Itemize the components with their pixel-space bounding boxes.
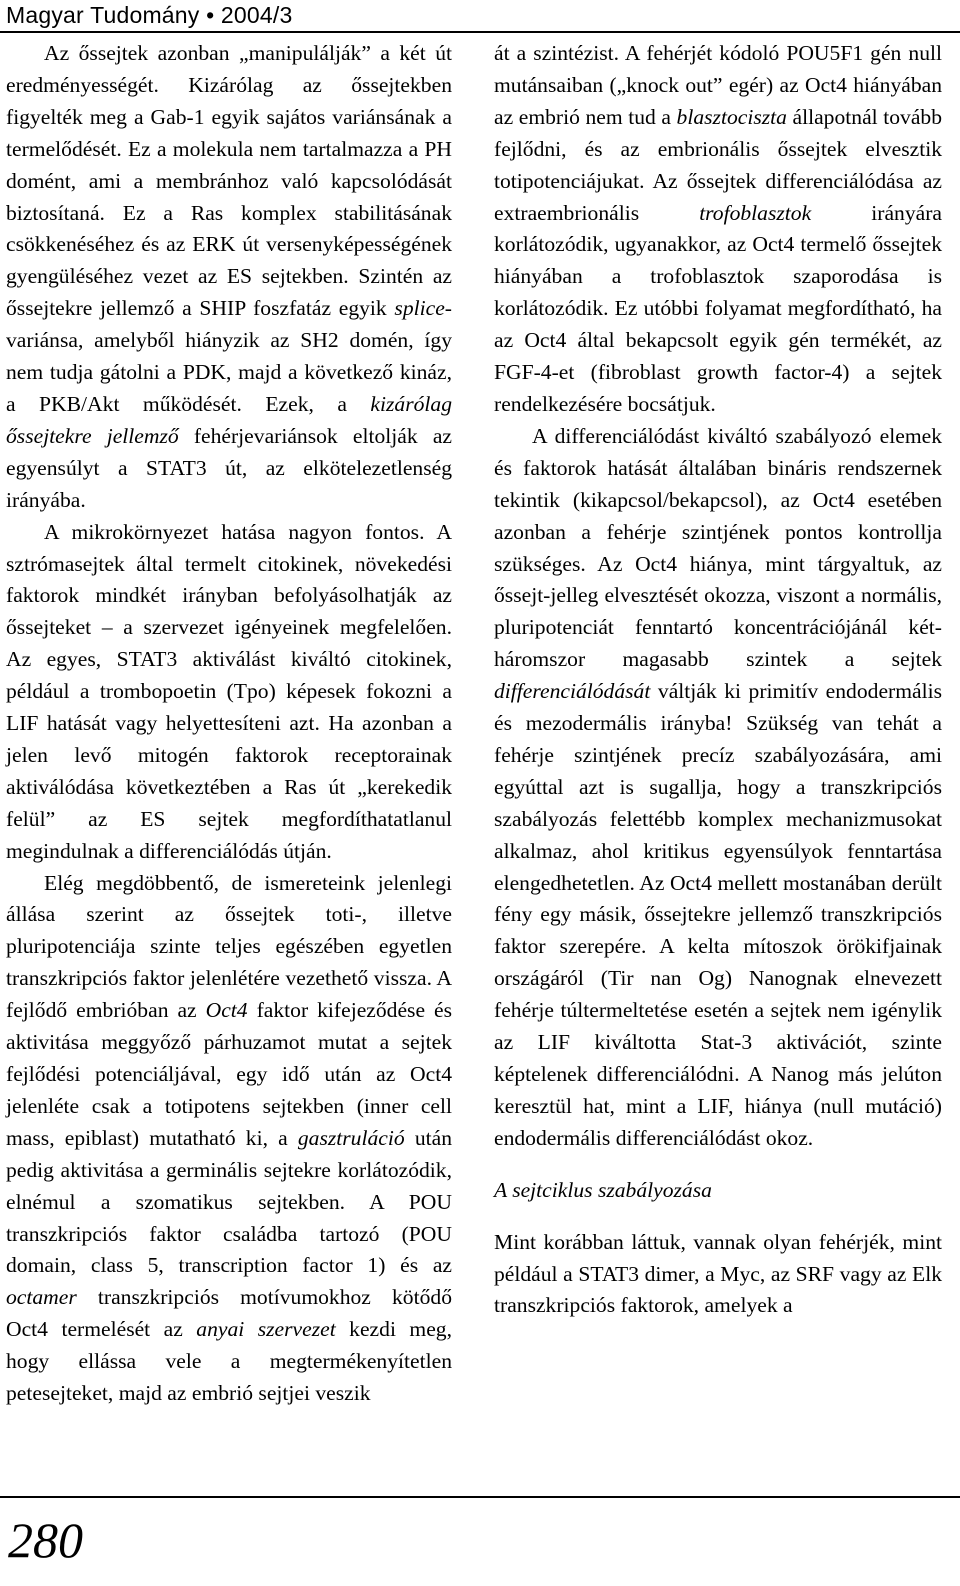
paragraph: Mint korábban láttuk, vannak olyan fehérjék, mint például a STAT3 dimer, a Myc, az SRF vagy az Elk transzkripciós faktorok, amelyek a bbox=[494, 1229, 942, 1318]
left-column bbox=[6, 38, 452, 1410]
paragraph: A differenciálódást kiváltó szabályozó elemek és faktorok hatását általában bináris rendszernek tekintik (kikapcsol/bekapcsol), az Oct4 esetében azonban a fehérje szintjének pontos kontrollja szükséges. Az Oct4 hiánya, mint tárgyaltuk, az őssejt-jelleg elvesztését okozza, viszont a normális, pluripotenciát fenntartó koncentrációjánál két-háromszor magasabb szintek a sejtek differenciálódását váltják ki primitív endodermális és mezodermális irányba! Szükség van tehát a fehérje szintjének precíz szabályozására, ami egyúttal azt is sugallja, hogy a transzkripciós szabályozás felettébb komplex mechanizmusokat alkalmaz, ahol kritikus egyensúlyok fenntartása elengedhetetlen. Az Oct4 mellett mostanában derült fény egy másik, őssejtekre jellemző transzkripciós faktor szerepére. A kelta mítoszok örökifjainak országáról (Tir nan Og) Nanognak elnevezett fehérje túltermeltetése esetén a sejtek nem igénylik az LIF kiváltotta Stat-3 aktivációt, szinte képtelenek differenciálódni. A Nanog más jelúton keresztül hat, mint a LIF, hiánya (null mutáció) endodermális differenciálódást okoz. bbox=[494, 423, 942, 1150]
right-column bbox=[494, 38, 942, 1322]
section-heading: A sejtciklus szabályozása bbox=[494, 1177, 712, 1202]
paragraph: Elég megdöbbentő, de ismereteink jelenlegi állása szerint az őssejtek toti-, illetve pluripotenciája szinte teljes egészében egyetlen transzkripciós faktor jelenlétére vezethető vissza. A fejlődő embrióban az Oct4 faktor kifejeződése és aktivitása meggyőző párhuzamot mutat a sejtek fejlődési potenciáljával, egy idő után az Oct4 jelenléte csak a totipotens sejtekben (inner cell mass, epiblast) mutatható ki, a gasztruláció után pedig aktivitása a germinális sejtekre korlátozódik, elnémul a szomatikus sejtekben. A POU transzkripciós faktor családba tartozó (POU domain, class 5, transcription factor 1) és az octamer transzkripciós motívumokhoz kötődő Oct4 termelését az anyai szervezet kezdi meg, hogy ellássa vele a megtermékenyítetlen petesejteket, majd az embrió sejtjei veszik bbox=[6, 870, 452, 1406]
footer-rule bbox=[0, 1496, 960, 1498]
page-number: 280 bbox=[8, 1512, 83, 1568]
running-head: Magyar Tudomány • 2004/3 bbox=[6, 2, 293, 28]
paragraph: át a szintézist. A fehérjét kódoló POU5F1 gén null mutánsaiban („knock out” egér) az Oct4 hiányában az embrió nem tud a blasztociszta állapotnál tovább fejlődni, és az embrionális őssejtek elvesztik totipotenciájukat. Az őssejtek differenciálódása az extraembrionális trofoblasztok irányára korlátozódik, ugyanakkor, az Oct4 termelő őssejtek hiányában a trofoblasztok szaporodása is korlátozódik. Ez utóbbi folyamat megfordítható, ha az Oct4 által bekapcsolt egyik gén termékét, az FGF-4-et (fibroblast growth factor-4) a sejtek rendelkezésére bocsátjuk. bbox=[494, 41, 942, 416]
paragraph: Az őssejtek azonban „manipulálják” a két út eredményességét. Kizárólag az őssejtekben figyelték meg a Gab-1 egyik sajátos variánsának a termelődését. Ez a molekula nem tartalmazza a PH domént, ami a membránhoz való kapcsolódását biztosítaná. Ez a Ras komplex stabilitásának csökkenéséhez és az ERK út versenyképességének gyengüléséhez vezet az ES sejtekben. Szintén az őssejtekre jellemző a SHIP foszfatáz egyik splice-variánsa, amelyből hiányzik az SH2 domén, így nem tudja gátolni a PDK, majd a következő kináz, a PKB/Akt működését. Ezek, a kizárólag őssejtekre jellemző fehérjevariánsok eltolják az egyensúlyt a STAT3 út, az elkötelezetlenség irányába. bbox=[6, 41, 452, 512]
header-rule bbox=[0, 31, 960, 33]
paragraph: A mikrokörnyezet hatása nagyon fontos. A sztrómasejtek által termelt citokinek, növekedési faktorok mindkét irányban befolyásolhatják az őssejteket – a szervezet igényeinek megfelelően. Az egyes, STAT3 aktiválást kiváltó citokinek, például a trombopoetin (Tpo) képesek fokozni a LIF hatását vagy helyettesíteni azt. Ha azonban a jelen levő mitogén faktorok receptorainak aktiválódása következtében a Ras út „kerekedik felül” az ES sejtek megfordíthatatlanul megindulnak a differenciálódás útján. bbox=[6, 519, 452, 863]
